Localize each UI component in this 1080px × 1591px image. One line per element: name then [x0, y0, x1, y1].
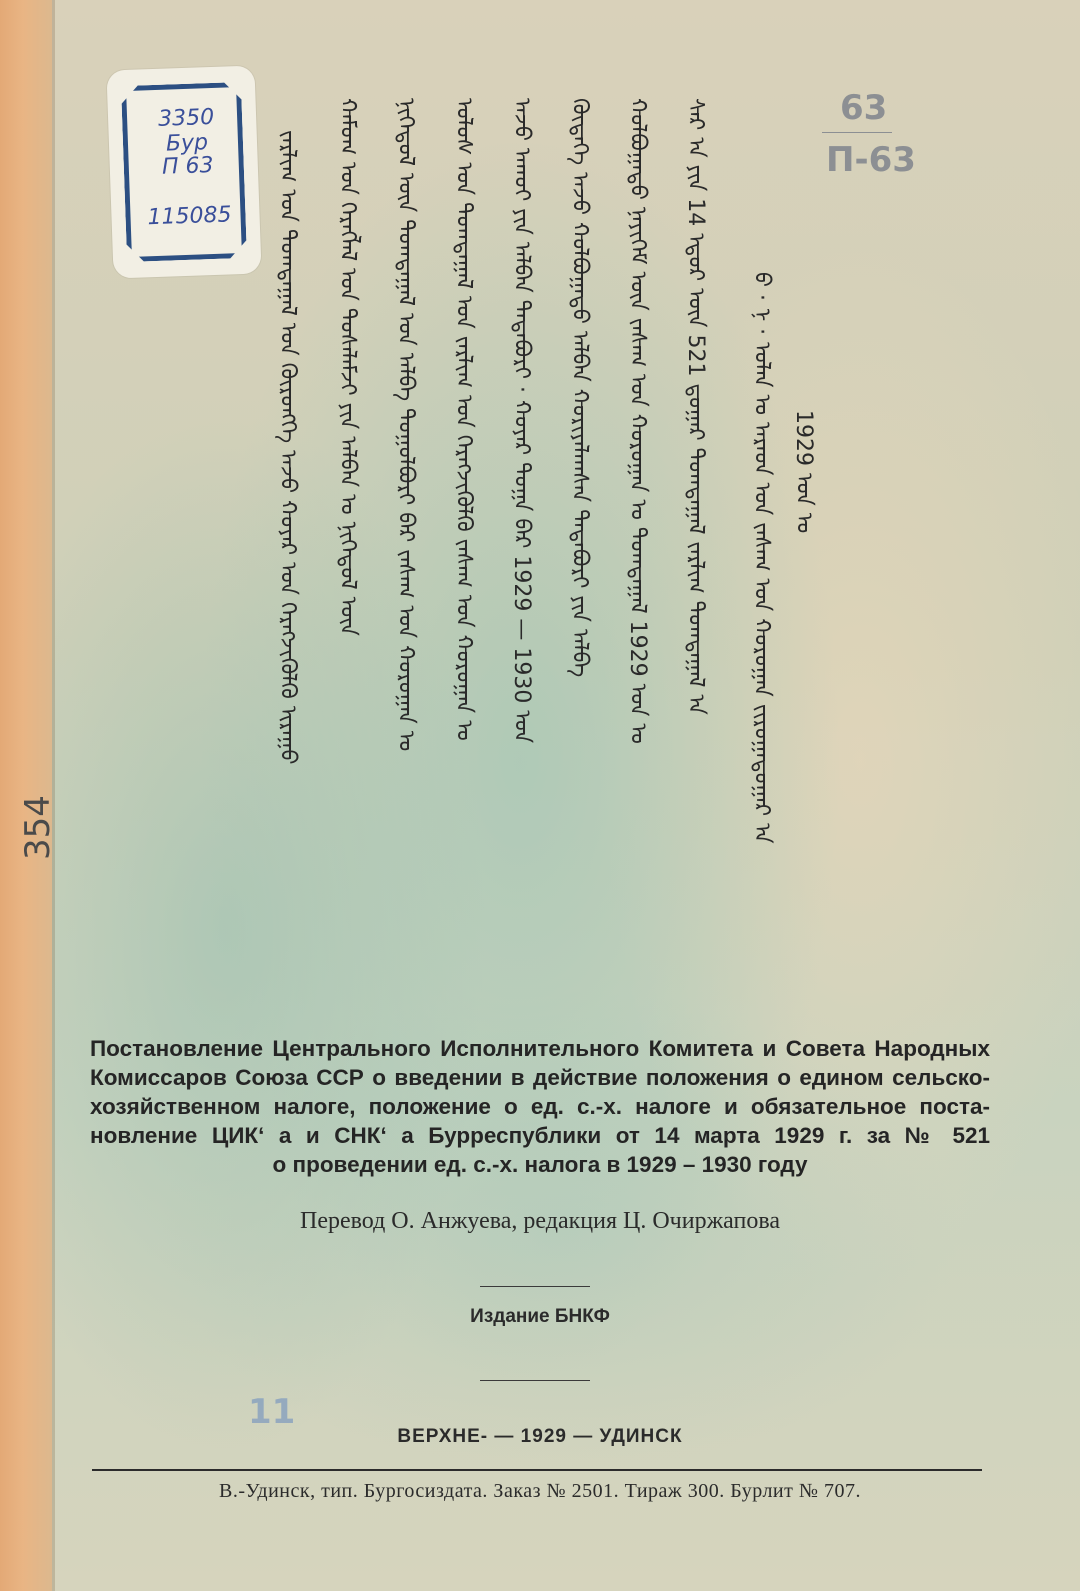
- divider-2: [480, 1380, 590, 1381]
- stamp-line-3: 115085: [147, 202, 232, 231]
- stamp-line-1: 3350 Бур: [157, 104, 215, 157]
- translation-credit: Перевод О. Анжуева, редакция Ц. Очиржапова: [299, 1208, 780, 1234]
- mongolian-column-3: ᠰᠠᠷ ᠠ ᠶᠢᠨ 14 ᠡᠳᠦᠷ ᠦᠨ 521 ᠳ᠋ᠤᠭᠠᠷ ᠲᠣᠭᠲᠠᠭᠠᠯ ᠵᠠᠷᠯᠢᠭ ᠲᠣᠭᠲᠠᠭᠠᠯ ᠠ: [683, 98, 708, 715]
- mongolian-column-4: ᠬᠣᠯᠪᠣᠭᠠᠲᠤ ᠨᠡᠶᠢᠭᠡᠮ ᠦᠨ ᠵᠠᠰᠠᠭ ᠤᠨ ᠬᠣᠷᠣᠭᠠᠨ ᠤ ᠲᠣᠭᠲᠠᠭᠠᠯ 1929 ᠣᠨ ᠤ: [625, 98, 650, 744]
- title-line-5: о проведении ед. с.-х. налога в 1929 – 1930 году: [272, 1152, 808, 1177]
- mongolian-column-10: ᠵᠠᠷᠯᠢᠭ ᠤᠨ ᠲᠣᠭᠲᠠᠭᠠᠯ ᠤᠨ ᠬᠥᠷᠥᠩᠭᠡ ᠠᠵᠤ ᠬᠣᠶᠠᠷ ᠤᠨ ᠬᠡᠷᠡᠭᠵᠢᠭᠦᠯᠬᠦ ᠢᠷᠠᠭᠤ: [275, 130, 300, 765]
- stamp-line-2: П 63: [161, 152, 214, 180]
- pencil-shelfmark-bottom: П-63: [826, 140, 916, 180]
- mongolian-column-8: ᠨᠢᠭᠡᠳᠦᠯ ᠦᠨ ᠲᠣᠭᠲᠠᠭᠠᠯ ᠤᠨ ᠠᠯᠪᠠ ᠲᠣᠭᠤᠯᠪᠤᠷᠢ ᠪᠠᠷ ᠵᠠᠰᠠᠭ ᠤᠨ ᠬᠣᠷᠣᠭᠠᠨ ᠤ: [393, 98, 418, 752]
- place-and-year: ВЕРХНЕ- — 1929 — УДИНСК: [397, 1426, 683, 1447]
- mongolian-column-9: ᠬᠠᠮᠤᠭ ᠤᠨ ᠬᠡᠷᠡᠭᠯᠡᠯ ᠤᠨ ᠲᠤᠰᠠᠯᠠᠮᠵᠢ ᠶᠢᠨ ᠠᠯᠪᠠᠨ ᠤ ᠨᠢᠭᠡᠳᠦᠯ ᠦᠨ: [335, 98, 360, 636]
- document-title: [90, 1034, 990, 1179]
- divider-1: [480, 1286, 590, 1287]
- pencil-margin-number: 354: [18, 795, 58, 860]
- footer-rule: [92, 1469, 982, 1471]
- mongolian-column-5: ᠬᠥᠳᠡᠭᠡ ᠠᠵᠤ ᠬᠣᠯᠪᠣᠭᠠᠲᠤ ᠠᠯᠪᠠᠨ ᠬᠣᠷᠢᠶᠠᠯᠠᠭᠰᠠᠨ ᠲᠠᠲᠠᠪᠤᠷᠢ ᠶᠢᠨ ᠠᠯᠪᠠ: [567, 98, 592, 678]
- title-line-2: Комиссаров Союза ССР о введении в действие положения о едином сельско-: [90, 1065, 990, 1090]
- printer-imprint: В.-Удинск, тип. Бургосиздата. Заказ № 2501. Тираж 300. Бурлит № 707.: [219, 1480, 861, 1502]
- edition-label: Издание БНКФ: [470, 1306, 610, 1327]
- title-line-3: хозяйственном налоге, положение о ед. с.-х. налоге и обязательное поста-: [90, 1094, 990, 1119]
- title-line-1: Постановление Центрального Исполнительного Комитета и Совета Народных: [90, 1036, 990, 1061]
- blue-ink-mark: 11: [248, 1392, 296, 1432]
- library-stamp: [106, 65, 261, 278]
- mongolian-column-2: ᠪ · ᠨ · ᠣᠯᠠᠨ ᠤ ᠠᠷᠠᠳ ᠤᠨ ᠵᠠᠰᠠᠭ ᠤᠨ ᠬᠣᠷᠣᠭᠠᠨ ᠵᠢᠷᠤᠭᠠᠳᠤᠭᠠᠷ ᠠ: [749, 272, 774, 844]
- pencil-underline: [822, 132, 892, 133]
- mongolian-column-1: 1929 ᠣᠨ ᠤ: [791, 410, 816, 534]
- mongolian-column-6: ᠠᠵᠤ ᠠᠬᠤᠢ ᠶᠢᠨ ᠠᠯᠪᠠᠨ ᠲᠠᠲᠠᠪᠤᠷᠢ · ᠬᠣᠶᠠᠷ ᠲᠣᠭᠠ ᠪᠠᠷ 1929 — 1930 ᠣᠨ: [509, 98, 534, 744]
- pencil-shelfmark-top: 63: [840, 88, 888, 128]
- title-line-4: новление ЦИК‘ а и СНК‘ а Бурреспублики от 14 марта 1929 г. за № 521: [90, 1123, 990, 1148]
- mongolian-column-7: ᠤᠯᠤᠰ ᠤᠨ ᠲᠣᠭᠲᠠᠭᠠᠯ ᠤᠨ ᠵᠠᠷᠯᠢᠭ ᠤᠨ ᠬᠡᠷᠡᠭᠵᠢᠭᠦᠯᠬᠦ ᠵᠠᠰᠠᠭ ᠤᠨ ᠬᠣᠷᠣᠭᠠᠨ ᠤ: [451, 98, 476, 741]
